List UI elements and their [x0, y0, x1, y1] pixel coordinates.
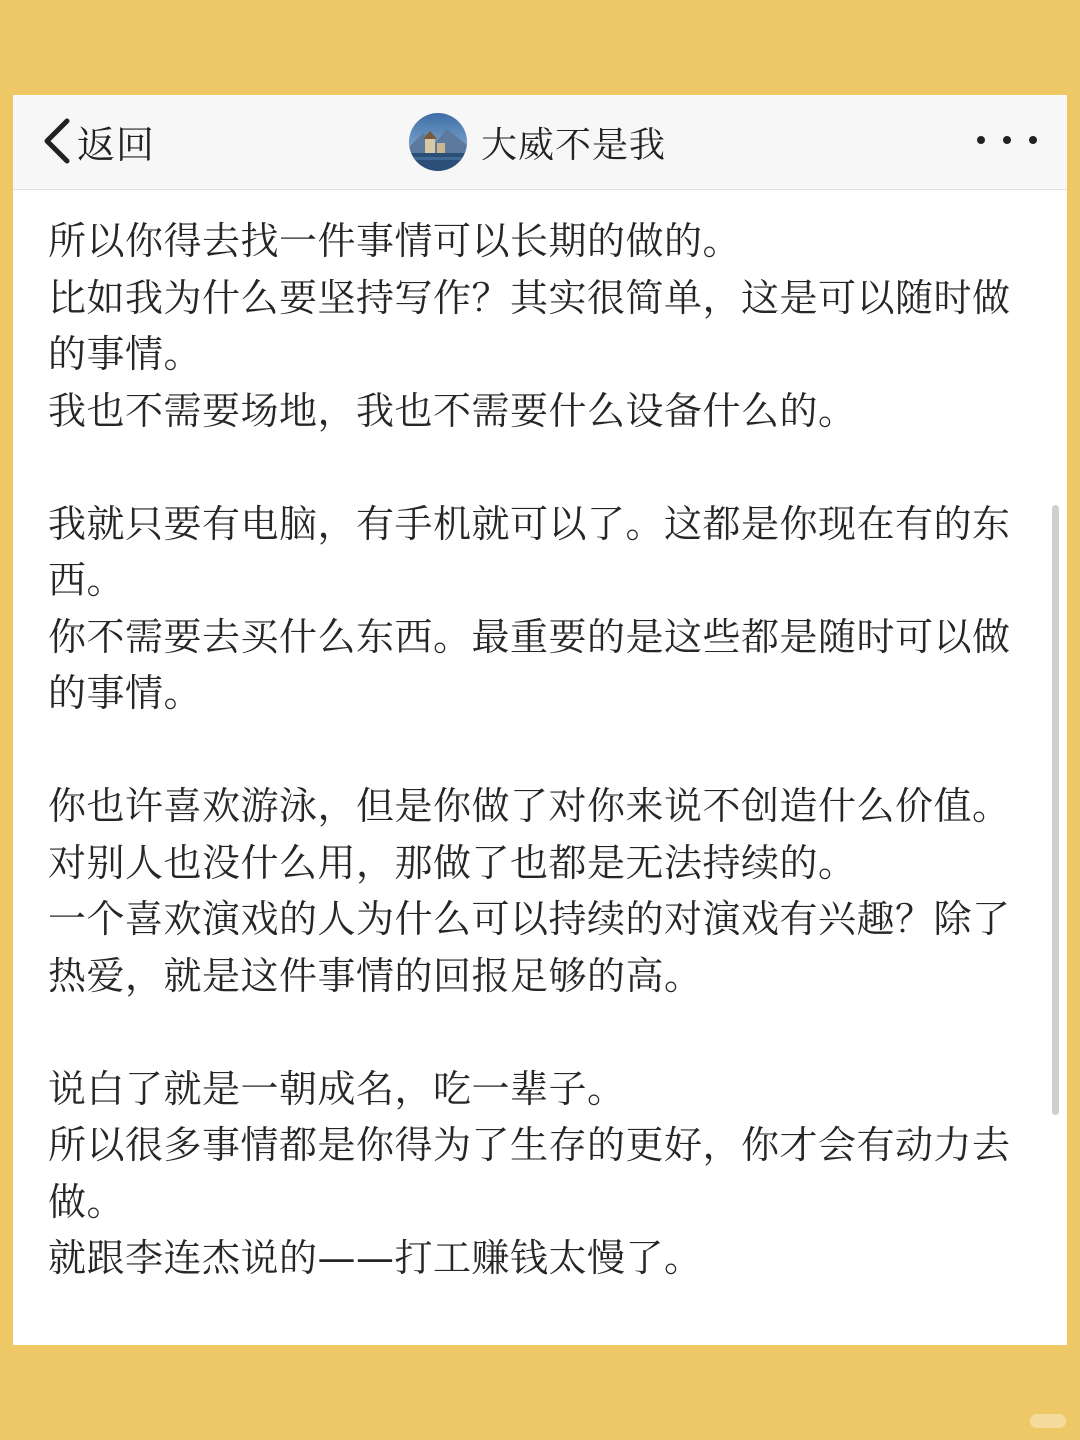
more-horizontal-icon	[1003, 136, 1011, 144]
more-options-button[interactable]	[977, 125, 1037, 155]
chat-title-group[interactable]	[409, 105, 666, 179]
more-horizontal-icon	[977, 136, 985, 144]
more-horizontal-icon	[1029, 136, 1037, 144]
paragraph: 我也不需要场地，我也不需要什么设备什么的。	[48, 388, 857, 433]
paragraph: 所以你得去找一件事情可以长期的做的。	[48, 219, 742, 263]
paragraph-gap	[48, 1004, 1023, 1061]
paragraph: 我就只要有电脑，有手机就可以了。这都是你现在有的东西。	[48, 501, 1011, 602]
paragraph: 就跟李连杰说的——打工赚钱太慢了。	[48, 1236, 703, 1280]
back-label: 返回	[77, 122, 156, 167]
chat-title: 大威不是我	[481, 124, 667, 166]
vertical-scrollbar[interactable]	[1052, 505, 1059, 1115]
avatar-landscape-icon	[409, 113, 467, 171]
paragraph-gap	[48, 722, 1023, 779]
paragraph: 对别人也没什么用，那做了也都是无法持续的。	[48, 840, 857, 885]
screenshot-card	[13, 95, 1067, 1345]
back-button[interactable]	[39, 113, 155, 169]
watermark-badge	[1030, 1414, 1066, 1428]
article-body	[48, 213, 1023, 1287]
paragraph-gap	[48, 439, 1023, 496]
paragraph: 所以很多事情都是你得为了生存的更好，你才会有动力去做。	[48, 1123, 1011, 1224]
paragraph: 说白了就是一朝成名，吃一辈子。	[48, 1066, 626, 1111]
chevron-left-icon	[39, 113, 75, 169]
paragraph: 比如我为什么要坚持写作？其实很简单，这是可以随时做的事情。	[48, 275, 1011, 376]
nav-bar	[13, 95, 1067, 190]
paragraph: 一个喜欢演戏的人为什么可以持续的对演戏有兴趣？除了热爱，就是这件事情的回报足够的高。	[48, 897, 1011, 998]
paragraph: 你不需要去买什么东西。最重要的是这些都是随时可以做的事情。	[48, 614, 1011, 715]
paragraph: 你也许喜欢游泳，但是你做了对你来说不创造什么价值。	[48, 784, 1011, 828]
